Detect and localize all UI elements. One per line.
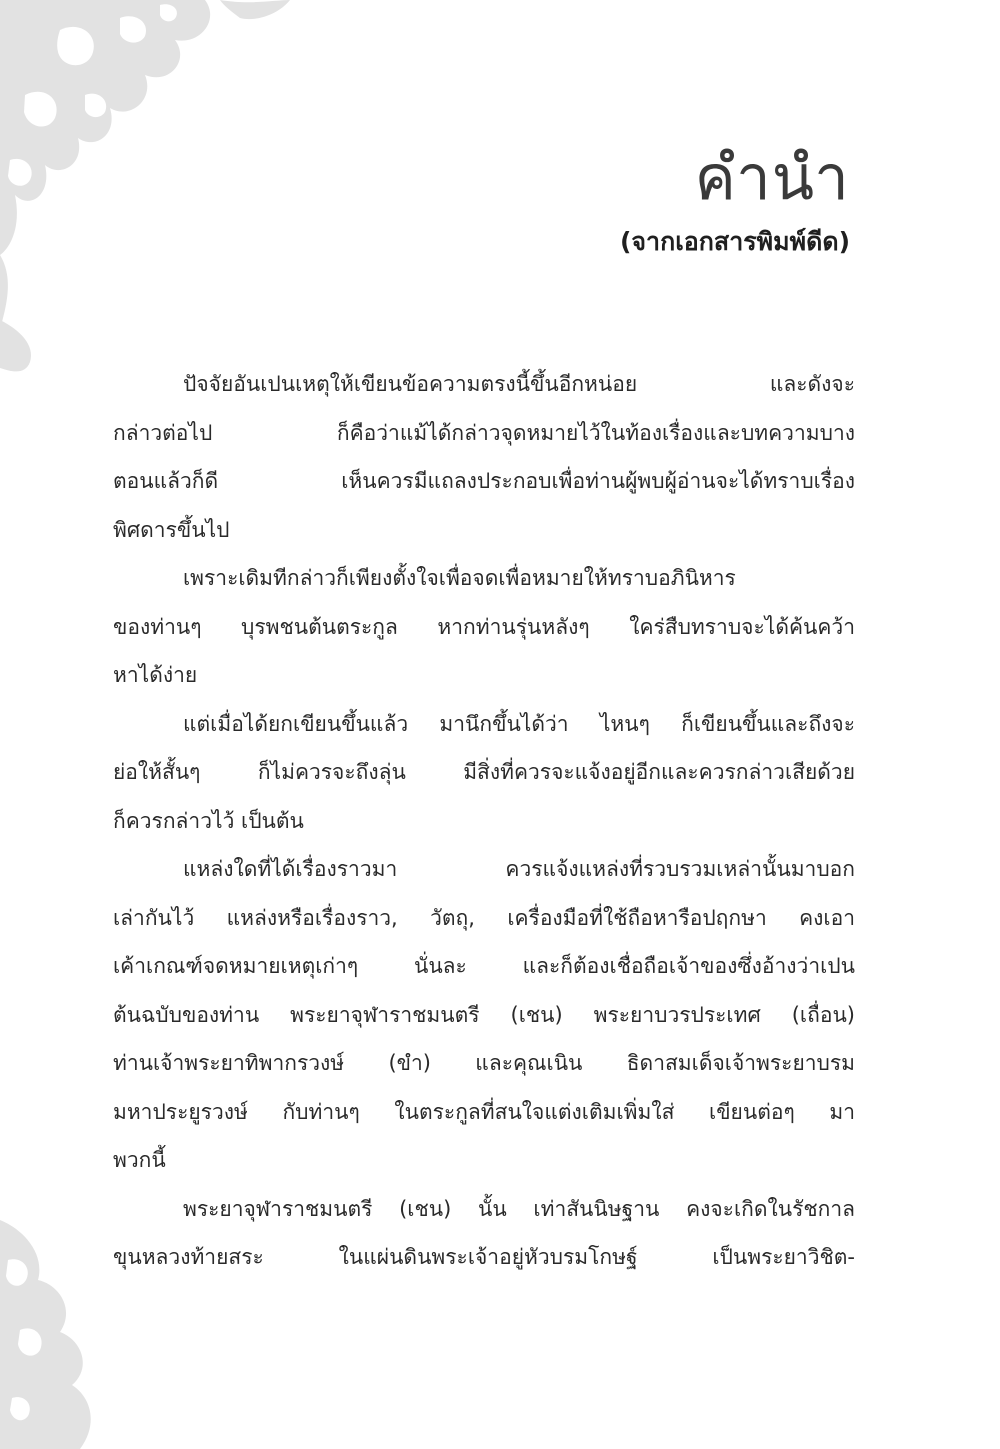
text-line: พิศดารขึ้นไป: [113, 517, 230, 542]
text-line: ของท่านๆ บุรพชนต้นตระกูล หากท่านรุ่นหลังๆ ใคร่สืบทราบจะได้ค้นคว้า: [113, 614, 855, 639]
body-text: [113, 360, 855, 1282]
paragraph: [113, 700, 855, 846]
text-line: ก็ควรกล่าวไว้ เป็นต้น: [113, 808, 304, 833]
text-line: ตอนแล้วก็ดี เห็นควรมีแถลงประกอบเพื่อท่านผู้พบผู้อ่านจะได้ทราบเรื่อง: [113, 469, 855, 493]
paragraph: [113, 845, 855, 1185]
text-line: เพราะเดิมทีกล่าวก็เพียงตั้งใจเพื่อจดเพื่อหมายให้ทราบอภินิหาร: [183, 566, 736, 590]
text-line: มหาประยูรวงษ์ กับท่านๆ ในตระกูลที่สนใจแต่งเติมเพิ่มใส่ เขียนต่อๆ มา: [113, 1099, 855, 1124]
page-subtitle: (จากเอกสารพิมพ์ดีด): [619, 227, 850, 256]
text-line: เล่ากันไว้ แหล่งหรือเรื่องราว, วัตถุ, เครื่องมือที่ใช้ถือหารือปฤกษา คงเอา: [113, 905, 855, 930]
text-line: ขุนหลวงท้ายสระ ในแผ่นดินพระเจ้าอยู่หัวบรมโกษฐ์ เป็นพระยาวิชิต-: [113, 1245, 855, 1269]
text-line: ย่อให้สั้นๆ ก็ไม่ควรจะถึงลุ่น มีสิ่งที่ควรจะแจ้งอยู่อีกและควรกล่าวเสียด้วย: [113, 760, 855, 784]
text-line: ปัจจัยอันเปนเหตุให้เขียนข้อความตรงนี้ขึ้นอีกหน่อย และดังจะ: [183, 372, 855, 396]
text-line: พระยาจุฬาราชมนตรี (เชน) นั้น เท่าสันนิษฐาน คงจะเกิดในรัชกาล: [183, 1196, 855, 1221]
page-title: คำนำ: [694, 141, 850, 214]
text-line: ท่านเจ้าพระยาทิพากรวงษ์ (ขำ) และคุณเนิน ธิดาสมเด็จเจ้าพระยาบรม: [113, 1051, 855, 1075]
paragraph: [113, 554, 855, 700]
text-line: เค้าเกณฑ์จดหมายเหตุเก่าๆ นั่นละ และก็ต้องเชื่อถือเจ้าของซึ่งอ้างว่าเปน: [113, 954, 855, 978]
text-line: ต้นฉบับของท่าน พระยาจุฬาราชมนตรี (เชน) พระยาบวรประเทศ (เถื่อน): [113, 1002, 855, 1027]
text-line: แหล่งใดที่ได้เรื่องราวมา ควรแจ้งแหล่งที่รวบรวมเหล่านั้นมาบอก: [183, 857, 855, 881]
thai-ornament-top-left: [0, 0, 300, 380]
text-line: กล่าวต่อไป ก็คือว่าแม้ได้กล่าวจุดหมายไว้ในท้องเรื่องและบทความบาง: [113, 420, 855, 445]
text-line: พวกนี้: [113, 1148, 166, 1172]
paragraph: [113, 1185, 855, 1282]
text-line: แต่เมื่อได้ยกเขียนขึ้นแล้ว มานึกขึ้นได้ว่า ไหนๆ ก็เขียนขึ้นและถึงจะ: [183, 711, 855, 736]
text-line: หาได้ง่าย: [113, 663, 198, 687]
paragraph: [113, 360, 855, 554]
